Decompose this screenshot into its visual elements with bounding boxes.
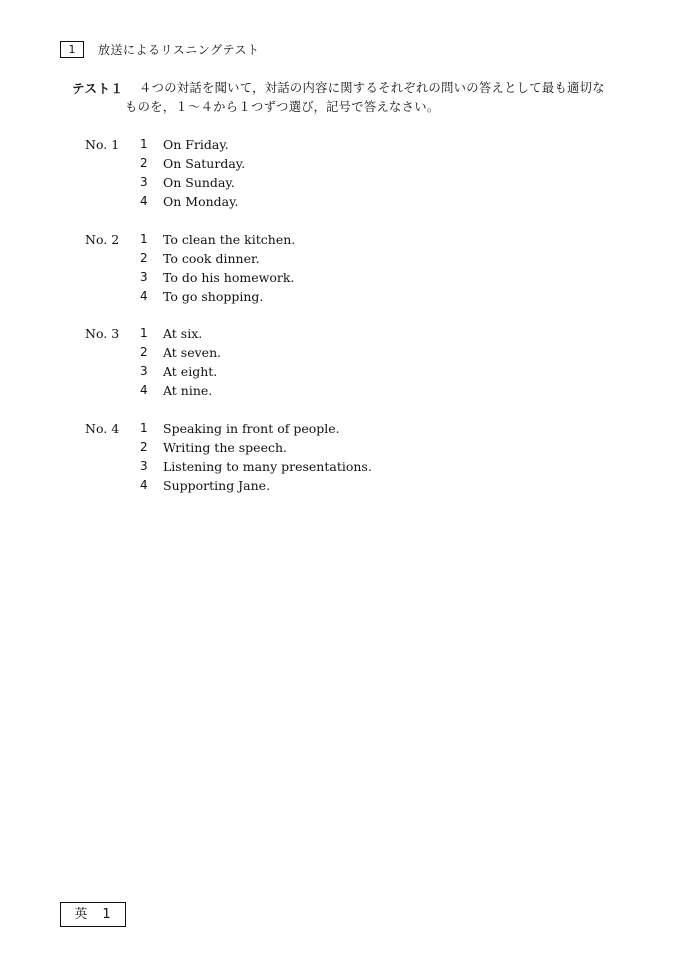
choice-text: At six. bbox=[163, 326, 203, 341]
page-number: 英 1 bbox=[60, 902, 126, 927]
choice-text: Supporting Jane. bbox=[163, 478, 271, 493]
choice-text: To go shopping. bbox=[163, 289, 264, 304]
choice-number: 4 bbox=[140, 194, 148, 208]
choice-text: On Monday. bbox=[163, 194, 239, 209]
choice-item bbox=[140, 287, 295, 306]
choice-number: 3 bbox=[140, 270, 148, 284]
choice-number: 3 bbox=[140, 175, 148, 189]
choice-item bbox=[140, 324, 221, 343]
choice-item bbox=[140, 173, 245, 192]
test1-instruction-text bbox=[125, 79, 629, 117]
choice-number: 3 bbox=[140, 364, 148, 378]
choice-number: 1 bbox=[140, 137, 148, 151]
choice-item bbox=[140, 457, 372, 476]
choice-number: 2 bbox=[140, 440, 148, 454]
choice-text: To do his homework. bbox=[163, 270, 295, 285]
choice-list bbox=[140, 230, 295, 306]
choice-number: 1 bbox=[140, 232, 148, 246]
choice-number: 4 bbox=[140, 478, 148, 492]
choice-list bbox=[140, 324, 221, 400]
question-label: No. 1 bbox=[85, 137, 120, 152]
choice-text: On Saturday. bbox=[163, 156, 246, 171]
choice-item bbox=[140, 362, 221, 381]
choice-text: Writing the speech. bbox=[163, 440, 287, 455]
choice-list bbox=[140, 135, 245, 211]
choice-text: At eight. bbox=[163, 364, 218, 379]
choice-text: Listening to many presentations. bbox=[163, 459, 372, 474]
choice-item bbox=[140, 192, 245, 211]
choice-text: To cook dinner. bbox=[163, 251, 260, 266]
choice-item bbox=[140, 154, 245, 173]
question-label: No. 3 bbox=[85, 326, 120, 341]
choice-text: On Friday. bbox=[163, 137, 229, 152]
test1-label: テスト１ bbox=[72, 81, 124, 96]
choice-text: To clean the kitchen. bbox=[163, 232, 296, 247]
section-title: 放送によるリスニングテスト bbox=[98, 42, 260, 57]
choice-item bbox=[140, 249, 295, 268]
choice-number: 1 bbox=[140, 326, 148, 340]
choice-text: On Sunday. bbox=[163, 175, 235, 190]
choice-text: Speaking in front of people. bbox=[163, 421, 340, 436]
choice-number: 2 bbox=[140, 251, 148, 265]
choice-item bbox=[140, 230, 295, 249]
section-number: 1 bbox=[60, 41, 84, 58]
choice-item bbox=[140, 268, 295, 287]
choice-number: 4 bbox=[140, 289, 148, 303]
choice-item bbox=[140, 381, 221, 400]
question-label: No. 2 bbox=[85, 232, 120, 247]
question-label: No. 4 bbox=[85, 421, 120, 436]
choice-number: 1 bbox=[140, 421, 148, 435]
choice-number: 3 bbox=[140, 459, 148, 473]
choice-item bbox=[140, 438, 372, 457]
choice-number: 2 bbox=[140, 156, 148, 170]
instruction-line-1: ４つの対話を聞いて，対話の内容に関するそれぞれの問いの答えとして最も適切な bbox=[139, 81, 605, 95]
choice-text: At nine. bbox=[163, 383, 213, 398]
choice-list bbox=[140, 419, 372, 495]
choice-item bbox=[140, 135, 245, 154]
choice-item bbox=[140, 343, 221, 362]
choice-item bbox=[140, 476, 372, 495]
choice-number: 4 bbox=[140, 383, 148, 397]
choice-number: 2 bbox=[140, 345, 148, 359]
choice-text: At seven. bbox=[163, 345, 222, 360]
section-header bbox=[60, 40, 260, 58]
choice-item bbox=[140, 419, 372, 438]
instruction-line-2: ものを，１～４から１つずつ選び，記号で答えなさい。 bbox=[125, 100, 440, 114]
